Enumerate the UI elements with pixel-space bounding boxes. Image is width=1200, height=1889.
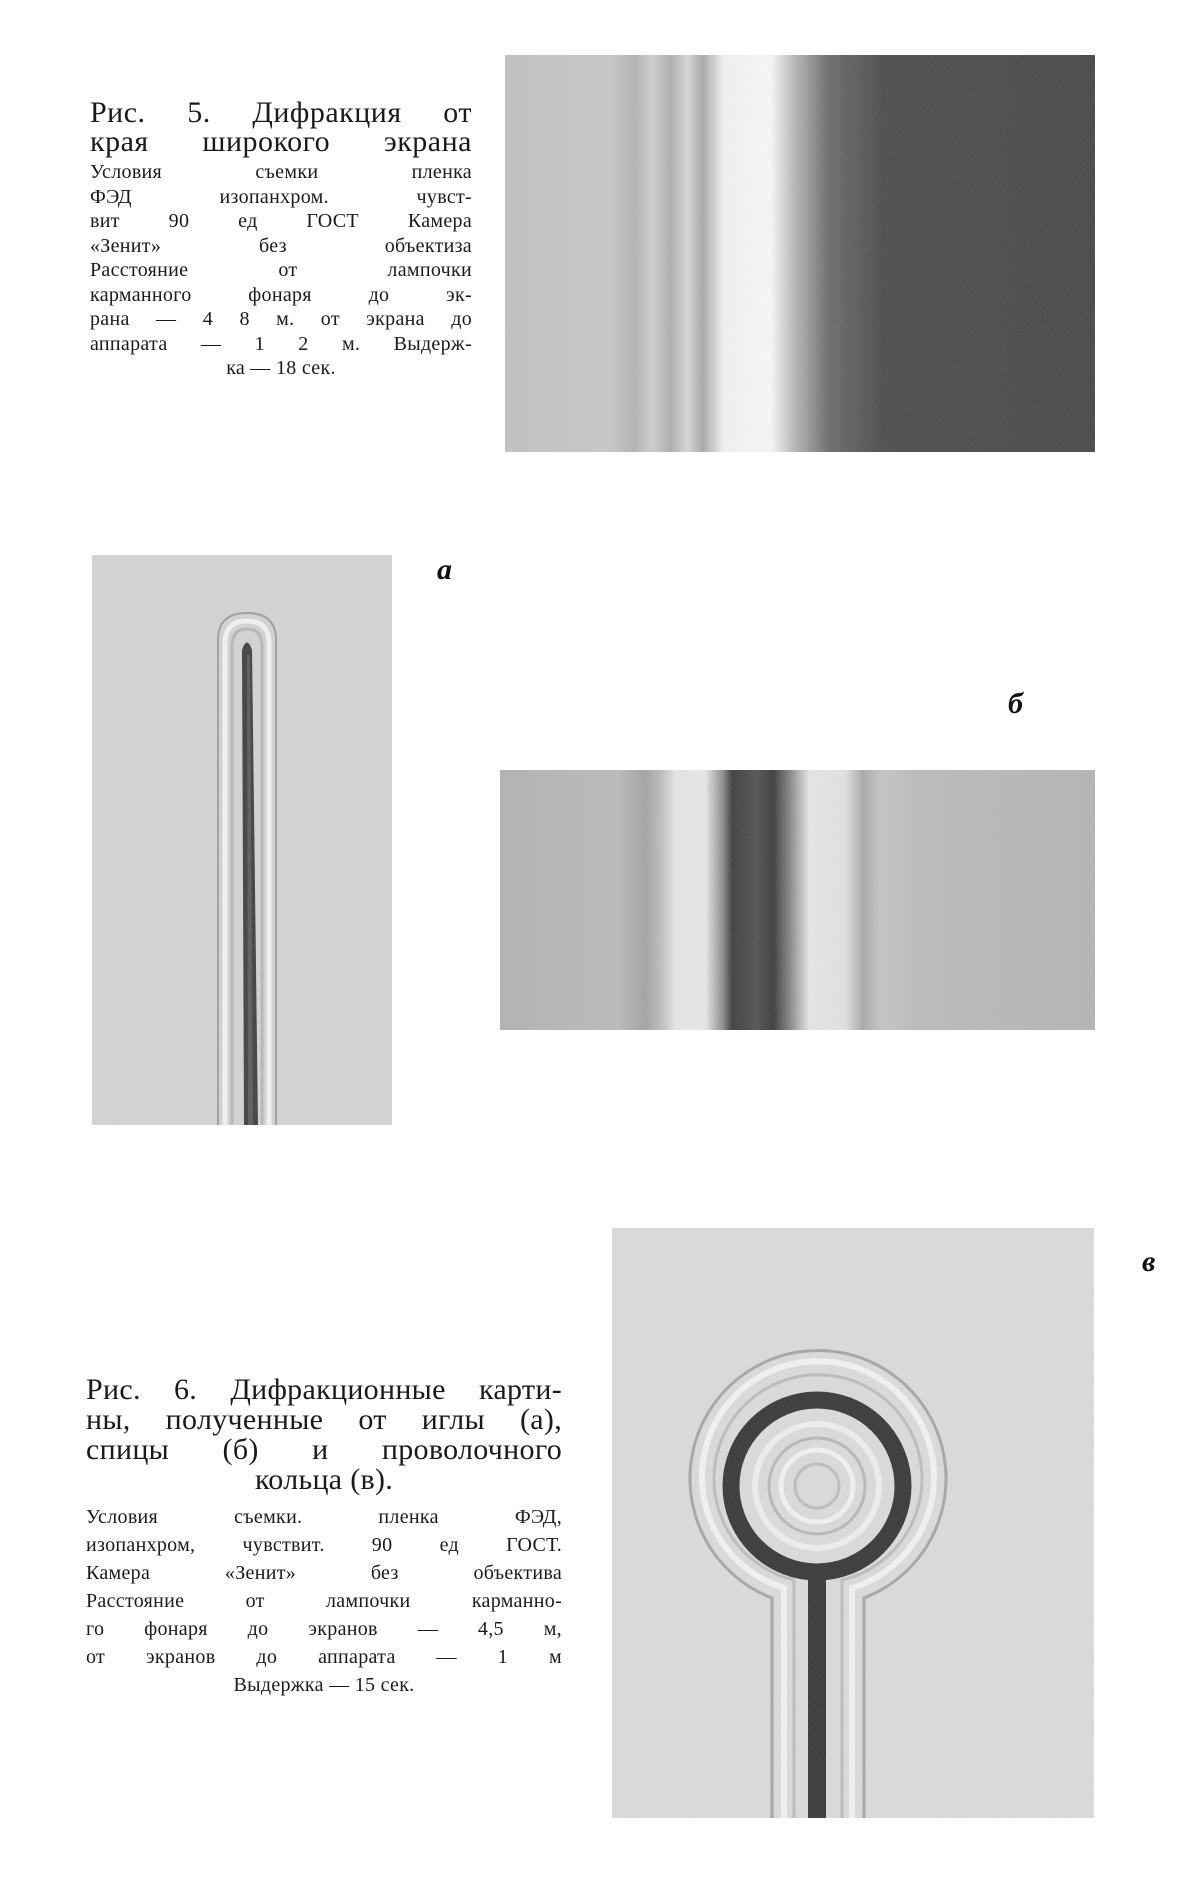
figure-6a-label: а xyxy=(437,553,452,586)
caption-line: го фонаря до экранов — 4,5 м, xyxy=(86,1618,562,1640)
needle-diffraction-image xyxy=(92,555,392,1125)
figure-5-caption xyxy=(90,98,472,381)
figure-5-photo xyxy=(505,55,1095,452)
caption-line: спицы (б) и проволочного xyxy=(86,1433,562,1466)
caption-line: от экранов до аппарата — 1 м xyxy=(86,1646,562,1668)
spoke-diffraction-image xyxy=(500,770,1095,1030)
caption-line: Камера «Зенит» без объектива xyxy=(86,1562,562,1584)
figure-6a-photo xyxy=(92,555,392,1125)
figure-6b-label: б xyxy=(1008,687,1023,720)
caption-line: рана — 4 8 м. от экрана до xyxy=(90,308,472,330)
caption-line: кольца (в). xyxy=(254,1463,394,1496)
caption-line: Расстояние от лампочки xyxy=(90,259,472,281)
caption-line: Рис. 6. Дифракционные карти- xyxy=(86,1373,562,1406)
figure-6-caption-title xyxy=(86,1375,562,1495)
caption-line: Условия съемки. пленка ФЭД, xyxy=(86,1506,562,1528)
caption-line: края широкого экрана xyxy=(90,125,472,158)
caption-line: Выдержка — 15 сек. xyxy=(233,1674,415,1696)
caption-line: «Зенит» без объектиза xyxy=(90,234,472,257)
caption-line: Расстояние от лампочки карманно- xyxy=(86,1590,562,1612)
figure-6b-photo xyxy=(500,770,1095,1030)
figure-6-caption-body xyxy=(86,1503,562,1699)
edge-diffraction-image xyxy=(505,55,1095,452)
caption-line: Условия съемки пленка xyxy=(90,161,472,183)
ring-diffraction-image xyxy=(612,1228,1094,1818)
caption-line: ка — 18 сек. xyxy=(226,357,336,379)
figure-5-caption-body xyxy=(90,160,472,381)
caption-line: ФЭД изопанхром. чувст- xyxy=(90,185,472,208)
figure-6v-label: в xyxy=(1142,1245,1156,1278)
caption-line: карманного фонаря до эк- xyxy=(90,283,472,306)
caption-line: изопанхром, чувствит. 90 ед ГОСТ. xyxy=(86,1534,562,1556)
caption-line: вит 90 ед ГОСТ Камера xyxy=(90,210,472,232)
figure-6v-photo xyxy=(612,1228,1094,1818)
caption-line: аппарата — 1 2 м. Выдерж- xyxy=(90,332,472,355)
figure-5-caption-title xyxy=(90,98,472,156)
caption-line: ны, полученные от иглы (а), xyxy=(86,1403,562,1436)
caption-line: Рис. 5. Дифракция от xyxy=(90,96,472,129)
figure-6-caption xyxy=(86,1375,562,1699)
